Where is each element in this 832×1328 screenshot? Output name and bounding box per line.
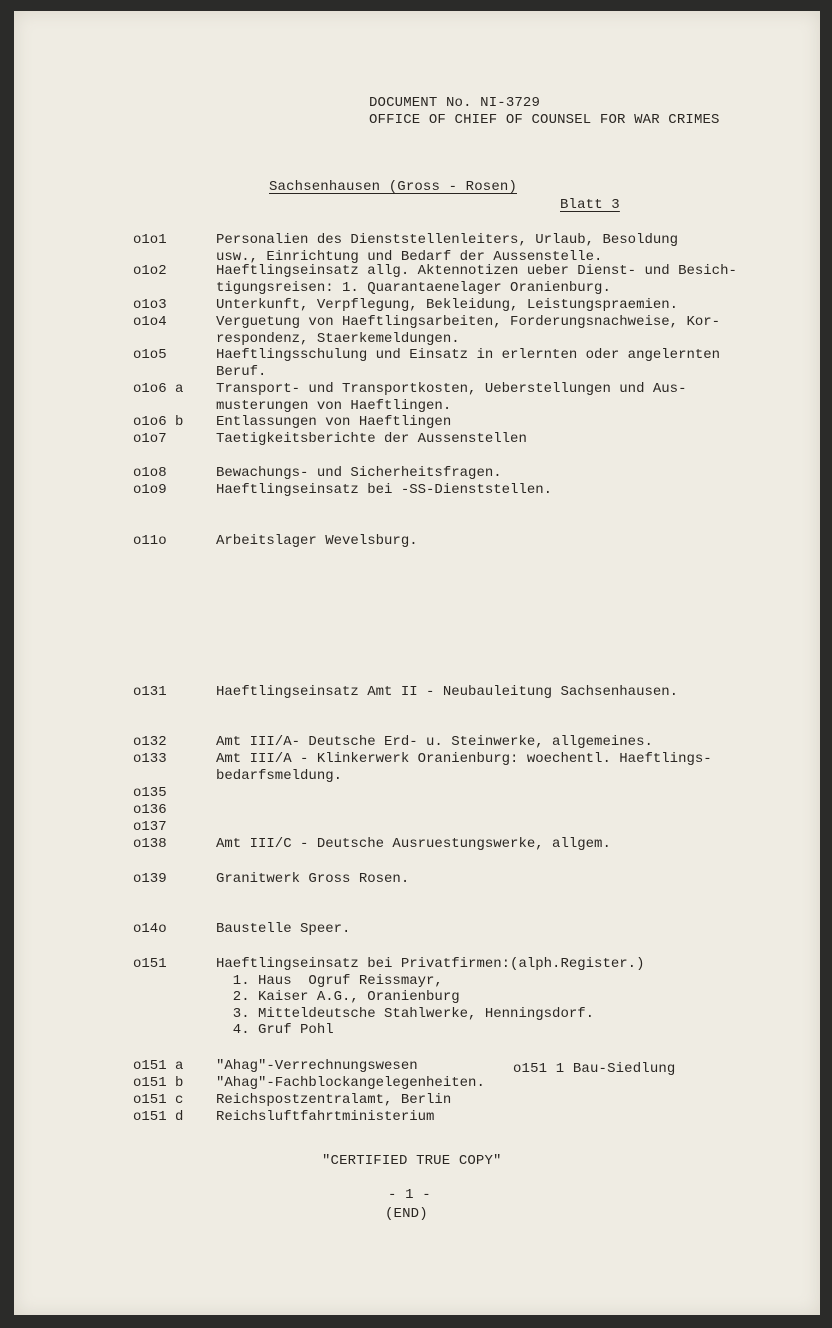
entry-code: o133 <box>133 751 167 767</box>
entry-code: o132 <box>133 734 167 750</box>
entry-description: "Ahag"-Fachblockangelegenheiten. <box>216 1075 485 1091</box>
entry-code: o151 a <box>133 1058 184 1074</box>
end-mark: (END) <box>385 1206 428 1222</box>
entry-code: o1o6 b <box>133 414 184 430</box>
entry-code: o11o <box>133 533 167 549</box>
entry-description: musterungen von Haeftlingen. <box>216 397 452 414</box>
entry-code: o1o7 <box>133 431 167 447</box>
entry-description: usw., Einrichtung und Bedarf der Aussenstelle. <box>216 248 603 265</box>
entry-description: Haeftlingseinsatz allg. Aktennotizen ueber Dienst- und Besich- <box>216 263 737 279</box>
entry-description: 2. Kaiser A.G., Oranienburg <box>216 989 460 1005</box>
entry-code: o1o1 <box>133 232 167 248</box>
entry-description: 3. Mitteldeutsche Stahlwerke, Henningsdorf. <box>216 1005 595 1022</box>
entry-description: Baustelle Speer. <box>216 921 351 937</box>
entry-code: o1o2 <box>133 263 167 279</box>
page-number: - 1 - <box>388 1187 431 1203</box>
entry-code: o14o <box>133 921 167 937</box>
entry-description: Amt III/C - Deutsche Ausruestungswerke, allgem. <box>216 836 611 852</box>
entry-code: o136 <box>133 802 167 818</box>
entry-description: Reichsluftfahrtministerium <box>216 1109 435 1125</box>
entry-code: o151 b <box>133 1075 184 1091</box>
entry-description: Reichspostzentralamt, Berlin <box>216 1092 452 1108</box>
entry-code: o1o9 <box>133 482 167 498</box>
side-entry: o151 1 Bau-Siedlung <box>513 1061 676 1077</box>
entry-description: tigungsreisen: 1. Quarantaenelager Oranienburg. <box>216 279 611 296</box>
document-number: DOCUMENT No. NI-3729 <box>369 95 541 111</box>
entry-code: o1o5 <box>133 347 167 363</box>
entry-description: "Ahag"-Verrechnungswesen <box>216 1058 418 1074</box>
certified-stamp: "CERTIFIED TRUE COPY" <box>322 1153 502 1169</box>
entry-description: Transport- und Transportkosten, Ueberstellungen und Aus- <box>216 381 687 397</box>
entry-description: Haeftlingsschulung und Einsatz in erlernten oder angelernten <box>216 347 721 363</box>
entry-description: Arbeitslager Wevelsburg. <box>216 533 418 549</box>
entry-code: o1o4 <box>133 314 167 330</box>
entry-description: Entlassungen von Haeftlingen <box>216 414 452 430</box>
entry-description: Haeftlingseinsatz bei Privatfirmen:(alph.Register.) <box>216 956 645 972</box>
entry-code: o151 c <box>133 1092 184 1108</box>
entry-code: o151 <box>133 956 167 972</box>
entry-code: o131 <box>133 684 167 700</box>
entry-description: 1. Haus Ogruf Reissmayr, <box>216 972 443 989</box>
entry-code: o1o8 <box>133 465 167 481</box>
entry-description: Amt III/A- Deutsche Erd- u. Steinwerke, allgemeines. <box>216 734 653 750</box>
entry-description: Granitwerk Gross Rosen. <box>216 871 410 887</box>
entry-description: Personalien des Dienststellenleiters, Urlaub, Besoldung <box>216 232 679 248</box>
entry-description: Unterkunft, Verpflegung, Bekleidung, Leistungspraemien. <box>216 297 679 313</box>
entry-description: respondenz, Staerkemeldungen. <box>216 330 460 347</box>
entry-code: o1o3 <box>133 297 167 313</box>
sheet-label: Blatt 3 <box>560 197 620 213</box>
entry-description: Beruf. <box>216 363 267 380</box>
entry-code: o137 <box>133 819 167 835</box>
entry-description: Amt III/A - Klinkerwerk Oranienburg: woechentl. Haeftlings- <box>216 751 712 767</box>
entry-description: Verguetung von Haeftlingsarbeiten, Forderungsnachweise, Kor- <box>216 314 721 330</box>
document-title: Sachsenhausen (Gross - Rosen) <box>269 179 517 195</box>
entry-code: o1o6 a <box>133 381 184 397</box>
entry-description: Taetigkeitsberichte der Aussenstellen <box>216 431 527 447</box>
entry-code: o135 <box>133 785 167 801</box>
entry-code: o138 <box>133 836 167 852</box>
entry-description: 4. Gruf Pohl <box>216 1022 334 1038</box>
entry-code: o139 <box>133 871 167 887</box>
entry-description: Haeftlingseinsatz bei -SS-Dienststellen. <box>216 482 553 498</box>
entry-description: Bewachungs- und Sicherheitsfragen. <box>216 465 502 481</box>
entry-description: Haeftlingseinsatz Amt II - Neubauleitung Sachsenhausen. <box>216 684 679 700</box>
office-heading: OFFICE OF CHIEF OF COUNSEL FOR WAR CRIMES <box>369 112 720 128</box>
entry-code: o151 d <box>133 1109 184 1125</box>
entry-description: bedarfsmeldung. <box>216 767 343 784</box>
